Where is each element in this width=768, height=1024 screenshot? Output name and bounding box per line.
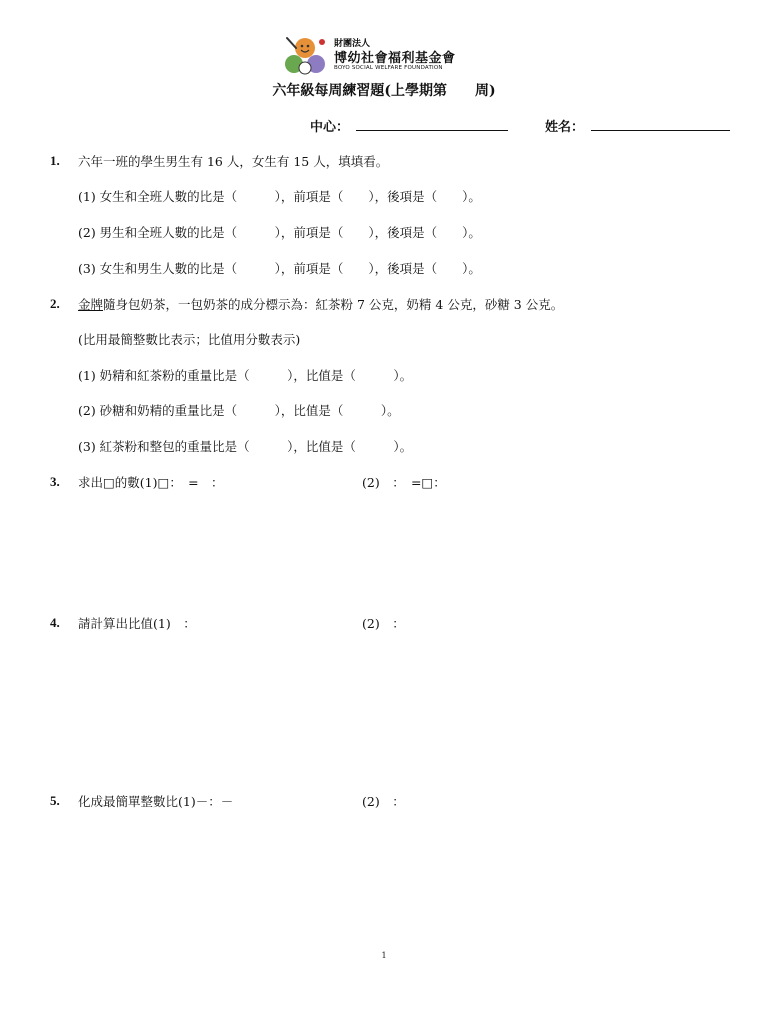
name-input-line[interactable]	[591, 130, 730, 131]
question-2-number: 2.	[50, 296, 60, 311]
foundation-logo	[282, 34, 482, 78]
question-1-item-2: (2) 男生和全班人數的比是（ ），前項是（ ），後項是（ ）。	[78, 225, 481, 240]
question-1-stem: 六年一班的學生男生有 16 人，女生有 15 人，填填看。	[78, 154, 389, 169]
question-3-part-1: 求出□的數(1)□： = ：	[78, 475, 224, 490]
question-1-item-3: (3) 女生和男生人數的比是（ ），前項是（ ），後項是（ ）。	[78, 261, 481, 276]
question-2-item-2: (2) 砂糖和奶精的重量比是（ ），比值是（ ）。	[78, 403, 400, 418]
question-4-part-1: 請計算出比值(1) ：	[78, 616, 196, 631]
question-5-part-1: 化成最簡單整數比(1)－：－	[78, 794, 234, 809]
question-5-part-2: (2) ：	[362, 794, 405, 809]
question-2-item-1: (1) 奶精和紅茶粉的重量比是（ ），比值是（ ）。	[78, 368, 413, 383]
center-label: 中心：	[310, 120, 350, 135]
question-2-stem	[78, 295, 563, 313]
question-4-part-2: (2) ：	[362, 616, 405, 631]
center-input-line[interactable]	[356, 130, 508, 131]
question-1-item-1: (1) 女生和全班人數的比是（ ），前項是（ ），後項是（ ）。	[78, 189, 481, 204]
logo-english-text: BOYO SOCIAL WELFARE FOUNDATION	[334, 65, 443, 71]
page-number: 1	[381, 951, 387, 960]
question-2-item-3: (3) 紅茶粉和整包的重量比是（ ），比值是（ ）。	[78, 439, 413, 454]
logo-emblem-icon	[282, 34, 328, 78]
question-2-stem-rest: 隨身包奶茶，一包奶茶的成分標示為：紅茶粉 7 公克，奶精 4 公克，砂糖 3 公克。	[103, 297, 564, 312]
question-2-note: (比用最簡整數比表示；比值用分數表示)	[78, 332, 301, 347]
question-5-number: 5.	[50, 793, 60, 808]
logo-name-text: 博幼社會福利基金會	[334, 51, 456, 66]
question-4-number: 4.	[50, 615, 60, 630]
page-title: 六年級每周練習題(上學期第 周)	[272, 83, 496, 99]
brand-name-underlined: 金牌	[78, 297, 104, 312]
question-3-part-2: (2) ： =□：	[362, 475, 446, 490]
logo-org-text: 財團法人	[334, 39, 371, 49]
question-3-number: 3.	[50, 474, 60, 489]
name-label: 姓名：	[545, 120, 585, 135]
question-1-number: 1.	[50, 153, 60, 168]
